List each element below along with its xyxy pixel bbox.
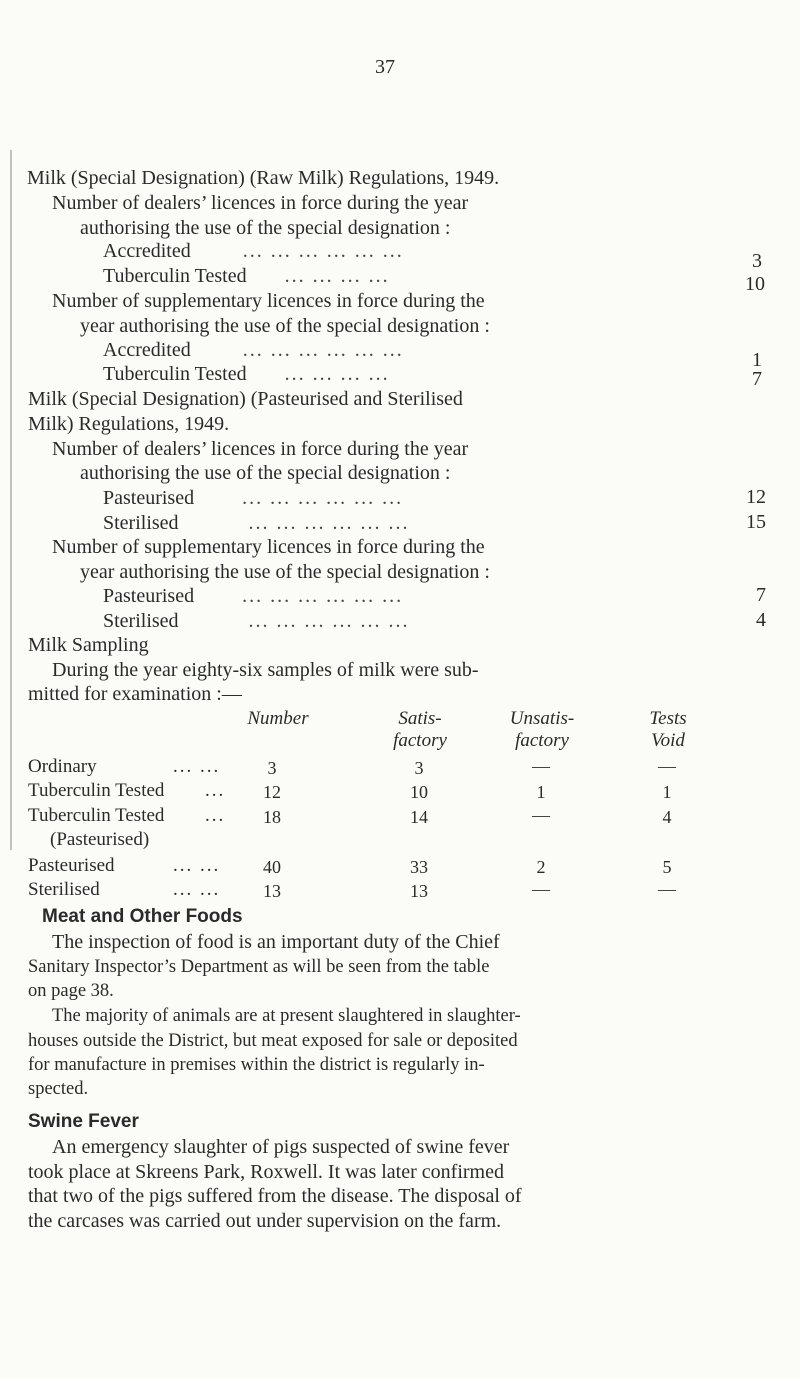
table-cell-void: 1 <box>662 782 672 802</box>
leader-dots: ... ... ... ... ... ... <box>242 240 404 262</box>
table-cell-unsatisfactory: 2 <box>536 857 546 877</box>
table-row-label-cont: (Pasteurised) <box>50 829 150 850</box>
past-dealers-sterilised-value: 15 <box>746 511 766 533</box>
row-leader-dots: ... ... <box>173 855 221 876</box>
past-supp-pasteurised <box>103 584 743 608</box>
raw-dealers-intro-2: authorising the use of the special designation : <box>80 217 451 239</box>
raw-dealers-accredited <box>103 239 743 263</box>
leader-dots: ... ... ... ... <box>284 265 390 287</box>
row-leader-dots: ... ... <box>173 879 221 900</box>
col-header-satisfactory-2: factory <box>393 730 447 751</box>
col-header-unsatisfactory-1: Unsatis- <box>509 708 575 729</box>
swine-p1-line-2: took place at Skreens Park, Roxwell. It was later confirmed <box>28 1161 504 1183</box>
raw-supp-accredited <box>103 338 743 362</box>
past-supp-intro-1: Number of supplementary licences in force during the <box>52 536 485 558</box>
meat-p1-line-3: on page 38. <box>28 981 114 1001</box>
past-supp-sterilised <box>103 609 743 633</box>
meat-p2-line-1: The majority of animals are at present slaughtered in slaughter- <box>52 1006 521 1026</box>
swine-p1-line-1: An emergency slaughter of pigs suspected of swine fever <box>52 1136 510 1158</box>
raw-dealers-accredited-value: 3 <box>752 250 762 272</box>
table-cell-satisfactory: 14 <box>410 807 428 827</box>
table-cell-satisfactory: 33 <box>410 857 428 877</box>
past-dealers-pasteurised <box>103 486 743 510</box>
meat-p2-line-4: spected. <box>28 1079 89 1099</box>
table-cell-void: — <box>658 879 676 899</box>
meat-p2-line-2: houses outside the District, but meat exposed for sale or deposited <box>28 1031 518 1051</box>
row-label: Tuberculin Tested <box>103 265 247 287</box>
table-cell-number: 40 <box>263 857 281 877</box>
row-label: Accredited <box>103 339 191 361</box>
raw-dealers-tt <box>103 264 743 288</box>
table-cell-void: — <box>658 756 676 776</box>
col-header-void <box>628 708 708 752</box>
past-supp-intro-2: year authorising the use of the special designation : <box>80 561 490 583</box>
row-label: Sterilised <box>103 512 179 534</box>
raw-supp-tt <box>103 362 743 386</box>
page-number: 37 <box>375 56 395 78</box>
row-leader-dots: ... <box>205 780 226 801</box>
table-row-label: Tuberculin Tested <box>28 780 165 801</box>
table-cell-satisfactory: 13 <box>410 881 428 901</box>
raw-supp-intro-2: year authorising the use of the special designation : <box>80 315 490 337</box>
past-supp-sterilised-value: 4 <box>756 609 766 631</box>
col-header-unsatisfactory-2: factory <box>515 730 569 751</box>
table-cell-void: 4 <box>662 807 672 827</box>
col-header-void-2: Void <box>651 730 685 751</box>
swine-p1-line-3: that two of the pigs suffered from the disease. The disposal of <box>28 1185 522 1207</box>
raw-milk-heading: Milk (Special Designation) (Raw Milk) Regulations, 1949. <box>27 167 500 189</box>
col-header-number <box>228 708 328 730</box>
row-leader-dots: ... <box>205 805 226 826</box>
col-header-satisfactory <box>370 708 470 752</box>
past-milk-heading-1: Milk (Special Designation) (Pasteurised and Sterilised <box>28 388 463 410</box>
leader-dots: ... ... ... ... <box>284 363 390 385</box>
table-cell-number: 3 <box>267 758 277 778</box>
leader-dots: ... ... ... ... ... ... <box>248 610 410 632</box>
leader-dots: ... ... ... ... ... ... <box>242 585 404 607</box>
raw-supp-tt-value: 7 <box>752 368 762 390</box>
leader-dots: ... ... ... ... ... ... <box>242 487 404 509</box>
row-label: Pasteurised <box>103 585 195 607</box>
past-dealers-sterilised <box>103 511 743 535</box>
past-dealers-intro-1: Number of dealers’ licences in force during the year <box>52 438 469 460</box>
table-cell-number: 18 <box>263 807 281 827</box>
row-label: Tuberculin Tested <box>103 363 247 385</box>
meat-p2-line-3: for manufacture in premises within the district is regularly in- <box>28 1055 485 1075</box>
row-leader-dots: ... ... <box>173 756 221 777</box>
col-header-void-1: Tests <box>649 708 687 729</box>
past-dealers-intro-2: authorising the use of the special designation : <box>80 462 451 484</box>
table-row-label: Ordinary <box>28 756 97 777</box>
col-header-unsatisfactory <box>487 708 597 752</box>
swine-p1-line-4: the carcases was carried out under supervision on the farm. <box>28 1210 502 1232</box>
table-cell-unsatisfactory: — <box>532 879 550 899</box>
table-cell-unsatisfactory: — <box>532 805 550 825</box>
row-label: Sterilised <box>103 610 179 632</box>
table-row-label: Sterilised <box>28 879 100 900</box>
raw-supp-accredited-value: 1 <box>752 349 762 371</box>
row-label: Accredited <box>103 240 191 262</box>
row-label: Pasteurised <box>103 487 195 509</box>
table-cell-satisfactory: 10 <box>410 782 428 802</box>
past-milk-heading-2: Milk) Regulations, 1949. <box>28 413 230 435</box>
col-header-satisfactory-1: Satis- <box>398 708 442 729</box>
table-cell-satisfactory: 3 <box>414 758 424 778</box>
past-dealers-pasteurised-value: 12 <box>746 486 766 508</box>
leader-dots: ... ... ... ... ... ... <box>242 339 404 361</box>
sampling-intro-2: mitted for examination :— <box>28 683 242 705</box>
raw-dealers-tt-value: 10 <box>745 273 765 295</box>
col-header-number-text: Number <box>247 708 309 729</box>
table-row-label: Pasteurised <box>28 855 115 876</box>
sampling-heading: Milk Sampling <box>28 634 149 656</box>
raw-dealers-intro-1: Number of dealers’ licences in force during the year <box>52 192 469 214</box>
table-cell-number: 12 <box>263 782 281 802</box>
page-edge-mark <box>10 150 12 850</box>
table-cell-unsatisfactory: 1 <box>536 782 546 802</box>
table-cell-number: 13 <box>263 881 281 901</box>
table-cell-void: 5 <box>662 857 672 877</box>
table-cell-unsatisfactory: — <box>532 756 550 776</box>
meat-heading: Meat and Other Foods <box>42 906 243 927</box>
past-supp-pasteurised-value: 7 <box>756 584 766 606</box>
raw-supp-intro-1: Number of supplementary licences in force during the <box>52 290 485 312</box>
leader-dots: ... ... ... ... ... ... <box>248 512 410 534</box>
meat-p1-line-1: The inspection of food is an important duty of the Chief <box>52 931 500 953</box>
table-row-label: Tuberculin Tested <box>28 805 165 826</box>
meat-p1-line-2: Sanitary Inspector’s Department as will be seen from the table <box>28 957 490 977</box>
swine-heading: Swine Fever <box>28 1111 139 1132</box>
sampling-intro-1: During the year eighty-six samples of milk were sub- <box>52 659 479 681</box>
